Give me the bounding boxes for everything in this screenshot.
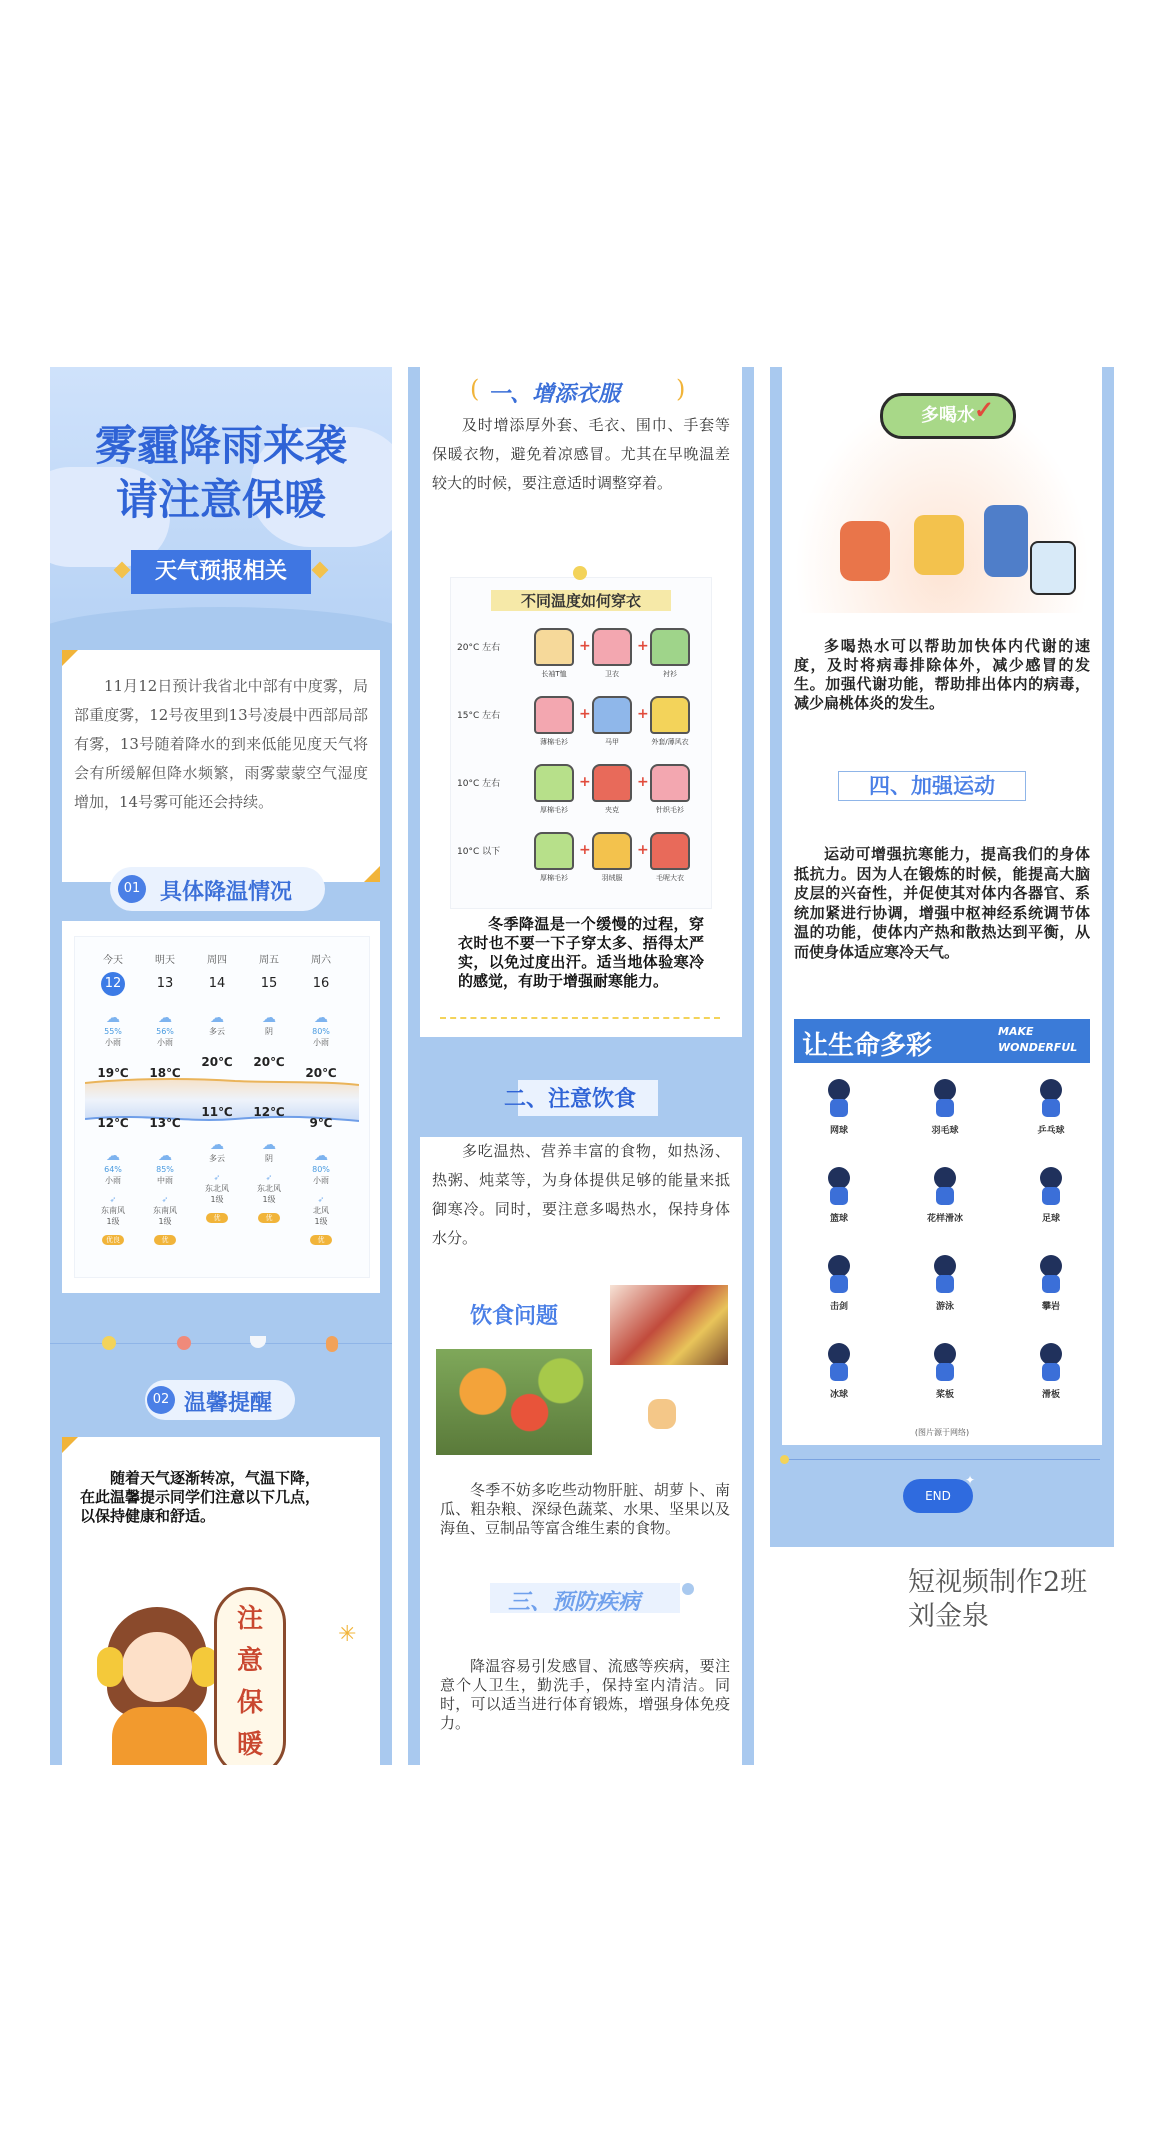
- sport-label: 网球: [829, 1126, 848, 1136]
- sign-char: 保: [236, 1688, 263, 1718]
- clothing-item: [645, 764, 695, 815]
- clothing-icon: [650, 628, 690, 666]
- forecast-weather: 多云: [209, 1027, 225, 1036]
- section-title-box: 四、加强运动: [838, 771, 1026, 801]
- sport-figure: [804, 1255, 874, 1312]
- source-note: (图片源于网络): [914, 1428, 970, 1437]
- clothing-item: [529, 696, 579, 747]
- water-illustration: [794, 391, 1090, 613]
- clothing-label: 厚棉毛衫: [540, 874, 568, 882]
- section-title: 三、预防疾病: [508, 1590, 641, 1615]
- athlete-icon: [822, 1343, 856, 1383]
- clothing-icon: [534, 696, 574, 734]
- plus-icon: +: [637, 706, 649, 722]
- mitten-icon: [648, 1399, 676, 1429]
- column-middle: [408, 367, 754, 1765]
- sport-label: 滑板: [1041, 1390, 1060, 1400]
- diet-text: 多吃温热、营养丰富的食物，如热汤、热粥、炖菜等，为身体提供足够的能量来抵御寒冷。同时，要注意多喝热水，保持身体水分。: [432, 1142, 730, 1247]
- forecast-night-pop: 64%: [104, 1165, 122, 1174]
- plus-icon: +: [579, 774, 591, 790]
- sport-label: 花样滑冰: [926, 1214, 963, 1224]
- clothes-chart-title: 不同温度如何穿衣: [491, 590, 671, 611]
- clothing-item: [587, 696, 637, 747]
- athlete-icon: [928, 1343, 962, 1383]
- section-title: 温馨提醒: [184, 1391, 273, 1416]
- clothing-item: [587, 628, 637, 679]
- forecast-wind-level: 1级: [314, 1217, 328, 1226]
- sport-figure: [804, 1343, 874, 1400]
- subtitle-badge: 天气预报相关: [131, 550, 311, 594]
- column-left: [50, 367, 392, 1765]
- clothing-item: [645, 832, 695, 883]
- clothing-label: 薄棉毛衫: [540, 738, 568, 746]
- girl-illustration: [92, 1597, 232, 1765]
- title-bracket-left: (: [470, 375, 480, 403]
- plus-icon: +: [637, 842, 649, 858]
- plus-icon: +: [579, 842, 591, 858]
- sports-banner: [794, 1019, 1090, 1063]
- checkmark-icon: ✓: [974, 395, 995, 424]
- forecast-day-column: [299, 951, 343, 1246]
- plus-icon: +: [579, 706, 591, 722]
- clothing-icon: [592, 696, 632, 734]
- sport-figure: [804, 1167, 874, 1224]
- forecast-pop: 55%: [104, 1027, 122, 1036]
- athlete-icon: [1034, 1079, 1068, 1119]
- athlete-icon: [1034, 1343, 1068, 1383]
- sport-figure: [910, 1343, 980, 1400]
- forecast-date: 12: [101, 972, 125, 996]
- sport-label: 击剑: [829, 1302, 848, 1312]
- section-title: 具体降温情况: [160, 880, 293, 905]
- clothes-temp-label: 10°C 左右: [457, 779, 501, 789]
- forecast-day-column: [143, 951, 187, 1246]
- lemon-icon: [102, 1336, 116, 1350]
- weather-icon: ☁: [106, 1148, 120, 1164]
- forecast-date: 16: [312, 976, 330, 991]
- clothing-label: 羽绒服: [601, 874, 623, 882]
- clothing-label: 衬衫: [663, 670, 677, 678]
- forecast-day-label: 周六: [311, 955, 331, 966]
- reminder-text: 随着天气逐渐转凉，气温下降，在此温馨提示同学们注意以下几点，以保持健康和舒适。: [80, 1469, 321, 1525]
- disease-text: 降温容易引发感冒、流感等疾病，要注意个人卫生，勤洗手，保持室内清洁。同时，可以适当进行体育锻炼，增强身体免疫力。: [440, 1657, 730, 1732]
- credit: [908, 1566, 1087, 1634]
- forecast-card: [62, 921, 380, 1293]
- weather-icon: ☁: [106, 1010, 120, 1026]
- forecast-night-weather: 多云: [209, 1154, 225, 1163]
- forecast-high: 19℃: [97, 1066, 129, 1080]
- forecast-high: 18℃: [149, 1066, 181, 1080]
- forecast-inner: [74, 936, 370, 1278]
- sign-char: 意: [236, 1646, 263, 1676]
- reminder-card: [62, 1437, 380, 1765]
- forecast-wind: 北风: [313, 1206, 329, 1215]
- forecast-night-pop: 80%: [312, 1165, 330, 1174]
- clothing-label: 长袖T恤: [541, 670, 567, 678]
- section-number-badge: 02: [147, 1386, 175, 1414]
- title-line-2: 请注意保暖: [115, 475, 326, 524]
- girl-face: [122, 1632, 192, 1702]
- forecast-date: 14: [208, 976, 226, 991]
- wind-icon: ➶: [161, 1195, 169, 1204]
- clothing-icon: [650, 832, 690, 870]
- aqi-badge: [247, 1205, 291, 1224]
- end-badge: END: [903, 1479, 973, 1513]
- sport-figure: [1016, 1343, 1086, 1400]
- forecast-low: 11℃: [201, 1105, 233, 1119]
- forecast-day-label: 周四: [207, 955, 227, 966]
- clothing-item: [587, 832, 637, 883]
- forecast-wind: 东北风: [205, 1184, 229, 1193]
- forecast-wind: 东南风: [101, 1206, 125, 1215]
- column-right: [770, 367, 1114, 1547]
- weather-icon: ☁: [210, 1137, 224, 1153]
- athlete-icon: [822, 1255, 856, 1295]
- forecast-low: 12℃: [253, 1105, 285, 1119]
- weather-icon: ☁: [210, 1010, 224, 1026]
- weather-icon: ☁: [158, 1010, 172, 1026]
- drink-water-tag: 多喝水: [880, 393, 1016, 439]
- aqi-badge: [299, 1227, 343, 1246]
- clothing-icon: [592, 764, 632, 802]
- wind-icon: ➶: [317, 1195, 325, 1204]
- diet-label: 饮食问题: [470, 1304, 559, 1329]
- plus-icon: +: [637, 638, 649, 654]
- forecast-low: 9℃: [309, 1116, 333, 1130]
- athlete-icon: [1034, 1167, 1068, 1207]
- wind-icon: ➶: [265, 1173, 273, 1182]
- forecast-night-weather: 小雨: [313, 1176, 329, 1185]
- sign-char: 暖: [236, 1730, 263, 1760]
- clothing-item: [529, 628, 579, 679]
- sport-figure: [910, 1255, 980, 1312]
- forecast-wind-level: 1级: [106, 1217, 120, 1226]
- clothes-text: 及时增添厚外套、毛衣、围巾、手套等保暖衣物，避免着凉感冒。尤其在早晚温差较大的时候，要注意适时调整穿着。: [432, 416, 730, 492]
- banner-title: 让生命多彩: [802, 1031, 933, 1061]
- athlete-icon: [1034, 1255, 1068, 1295]
- clothing-label: 针织毛衫: [656, 806, 684, 814]
- forecast-low: 13℃: [149, 1116, 181, 1130]
- title-line-1: 雾霾降雨来袭: [94, 421, 347, 470]
- sport-label: 羽毛球: [931, 1126, 959, 1136]
- weather-icon: ☁: [314, 1010, 328, 1026]
- sport-label: 乒乓球: [1037, 1126, 1065, 1136]
- diet-tip-text: 冬季不妨多吃些动物肝脏、胡萝卜、南瓜、粗杂粮、深绿色蔬菜、水果、坚果以及海鱼、豆制品等富含维生素的食物。: [440, 1481, 730, 1537]
- clothing-icon: [592, 628, 632, 666]
- sport-figure: [1016, 1079, 1086, 1136]
- credit-line-2: 刘金泉: [908, 1601, 989, 1632]
- page-title: [50, 419, 392, 527]
- backpack-icon: [840, 521, 890, 581]
- aqi-badge: [91, 1227, 135, 1246]
- glass-icon: [1030, 541, 1076, 595]
- clothing-label: 外套/薄风衣: [651, 738, 689, 746]
- forecast-night-pop: 85%: [156, 1165, 174, 1174]
- forecast-pop: 56%: [156, 1027, 174, 1036]
- forecast-high: 20℃: [201, 1055, 233, 1069]
- clothing-label: 卫衣: [605, 670, 619, 678]
- clothing-item: [587, 764, 637, 815]
- forecast-pop: 80%: [312, 1027, 330, 1036]
- aqi-badge: [143, 1227, 187, 1246]
- forecast-day-label: 今天: [103, 955, 123, 966]
- plus-icon: +: [637, 774, 649, 790]
- forecast-wind: 东北风: [257, 1184, 281, 1193]
- divider-line: [784, 1459, 1100, 1460]
- clothing-item: [529, 832, 579, 883]
- forecast-date: 15: [260, 976, 278, 991]
- forecast-weather: 阴: [265, 1027, 273, 1036]
- forecast-day-column: [91, 951, 135, 1246]
- forecast-wind-level: 1级: [210, 1195, 224, 1204]
- sports-grid: [794, 1067, 1090, 1437]
- aqi-label: 优: [154, 1235, 176, 1245]
- clothing-label: 厚棉毛衫: [540, 806, 568, 814]
- intro-card: [62, 650, 380, 882]
- aqi-label: 优: [258, 1213, 280, 1223]
- meat-photo: [610, 1285, 728, 1365]
- forecast-wind-level: 1级: [262, 1195, 276, 1204]
- athlete-icon: [928, 1167, 962, 1207]
- sport-figure: [910, 1167, 980, 1224]
- sport-label: 桨板: [935, 1390, 954, 1400]
- athlete-icon: [928, 1079, 962, 1119]
- plus-icon: +: [579, 638, 591, 654]
- sign-char: 注: [236, 1604, 263, 1634]
- sport-figure: [1016, 1167, 1086, 1224]
- aqi-badge: [195, 1205, 239, 1224]
- clothing-item: [645, 696, 695, 747]
- cup-icon: [914, 515, 964, 575]
- corner-decoration: [364, 866, 380, 882]
- sport-figure: [910, 1079, 980, 1136]
- forecast-date: 13: [156, 976, 174, 991]
- keep-warm-sign: [214, 1587, 286, 1765]
- forecast-wind: 东南风: [153, 1206, 177, 1215]
- clothing-icon: [650, 764, 690, 802]
- chart-pin: [573, 566, 587, 580]
- girl-coat: [112, 1707, 207, 1765]
- weather-icon: ☁: [262, 1137, 276, 1153]
- athlete-icon: [822, 1167, 856, 1207]
- athlete-icon: [822, 1079, 856, 1119]
- aqi-label: 优: [206, 1213, 228, 1223]
- forecast-day-label: 明天: [155, 955, 175, 966]
- forecast-weather: 小雨: [105, 1038, 121, 1047]
- credit-line-1: 短视频制作2班: [908, 1567, 1088, 1598]
- banner-english-2: WONDERFUL: [998, 1041, 1078, 1054]
- weather-icon: ☁: [158, 1148, 172, 1164]
- forecast-high: 20℃: [305, 1066, 337, 1080]
- section-title: 一、增添衣服: [488, 382, 621, 407]
- section-number-badge: 01: [118, 875, 146, 903]
- earmuff-icon: [97, 1647, 123, 1687]
- forecast-night-weather: 小雨: [105, 1176, 121, 1185]
- clothes-temp-label: 15°C 左右: [457, 711, 501, 721]
- diet-card: [420, 1137, 742, 1765]
- clothes-tip-text: 冬季降温是一个缓慢的过程，穿衣时也不要一下子穿太多、捂得太严实，以免过度出汗。适当地体验寒冷的感觉，有助于增强耐寒能力。: [458, 915, 704, 990]
- bowl-icon: [250, 1336, 266, 1348]
- sport-figure: [1016, 1255, 1086, 1312]
- dashed-decoration: [440, 1017, 720, 1019]
- clothing-label: 马甲: [605, 738, 619, 746]
- carrot-icon: [326, 1336, 338, 1352]
- clothing-icon: [534, 628, 574, 666]
- forecast-night-weather: 阴: [265, 1154, 273, 1163]
- section-title: 二、注意饮食: [504, 1087, 637, 1112]
- sport-label: 篮球: [829, 1214, 848, 1224]
- forecast-day-column: [195, 951, 239, 1224]
- clothing-icon: [534, 832, 574, 870]
- sport-figure: [804, 1079, 874, 1136]
- forecast-weather: 小雨: [157, 1038, 173, 1047]
- forecast-high: 20℃: [253, 1055, 285, 1069]
- strawberry-icon: [177, 1336, 191, 1350]
- banner-english-1: MAKE: [998, 1025, 1034, 1038]
- clothing-item: [529, 764, 579, 815]
- corner-decoration: [62, 1437, 78, 1453]
- clothing-label: 毛呢大衣: [656, 874, 684, 882]
- forecast-low: 12℃: [97, 1116, 129, 1130]
- sport-label: 攀岩: [1041, 1302, 1060, 1312]
- forecast-night-weather: 中雨: [157, 1176, 173, 1185]
- sport-label: 游泳: [935, 1302, 954, 1312]
- sport-label: 足球: [1041, 1214, 1060, 1224]
- clothes-temp-label: 20°C 左右: [457, 643, 501, 653]
- water-card: [782, 367, 1102, 1445]
- intro-text: 11月12日预计我省北中部有中度雾，局部重度雾，12号夜里到13号凌晨中西部局部有雾，13号随着降水的到来低能见度天气将会有所缓解但降水频繁，雨雾蒙蒙空气湿度增加，14号雾可能还会持续。: [74, 677, 368, 811]
- clothes-card: [420, 367, 742, 1037]
- bottle-icon: [984, 505, 1028, 577]
- weather-icon: ☁: [262, 1010, 276, 1026]
- wind-icon: ➶: [213, 1173, 221, 1182]
- aqi-label: 优良: [102, 1235, 124, 1245]
- clothes-temp-label: 10°C 以下: [457, 847, 501, 857]
- sun-icon: ✳: [338, 1622, 357, 1647]
- clothes-chart: [450, 577, 712, 909]
- wind-icon: ➶: [109, 1195, 117, 1204]
- divider-dot: [780, 1455, 789, 1464]
- clothing-icon: [650, 696, 690, 734]
- forecast-day-column: [247, 951, 291, 1224]
- clothing-icon: [534, 764, 574, 802]
- clothing-label: 夹克: [605, 806, 619, 814]
- corner-decoration: [62, 650, 78, 666]
- forecast-wind-level: 1级: [158, 1217, 172, 1226]
- sport-label: 冰球: [829, 1390, 848, 1400]
- sparkle-icon: [682, 1583, 694, 1595]
- athlete-icon: [928, 1255, 962, 1295]
- fruit-photo: [436, 1349, 592, 1455]
- aqi-label: 优: [310, 1235, 332, 1245]
- title-bracket-right: ): [676, 375, 686, 403]
- forecast-weather: 小雨: [313, 1038, 329, 1047]
- exercise-text: 运动可增强抗寒能力，提高我们的身体抵抗力。因为人在锻炼的时候，能提高大脑皮层的兴奋性，并促使其对体内各器官、系统加紧进行协调，增强中枢神经系统调节体温的功能，使体内产热和散热达到平衡，从而使身体适应寒冷天气。: [794, 845, 1090, 961]
- forecast-day-label: 周五: [259, 955, 279, 966]
- clothing-icon: [592, 832, 632, 870]
- sparkle-icon: ✦: [965, 1473, 976, 1487]
- clothing-item: [645, 628, 695, 679]
- weather-icon: ☁: [314, 1148, 328, 1164]
- water-text: 多喝热水可以帮助加快体内代谢的速度，及时将病毒排除体外，减少感冒的发生。加强代谢功能，帮助排出体内的病毒，减少扁桃体炎的发生。: [794, 637, 1090, 712]
